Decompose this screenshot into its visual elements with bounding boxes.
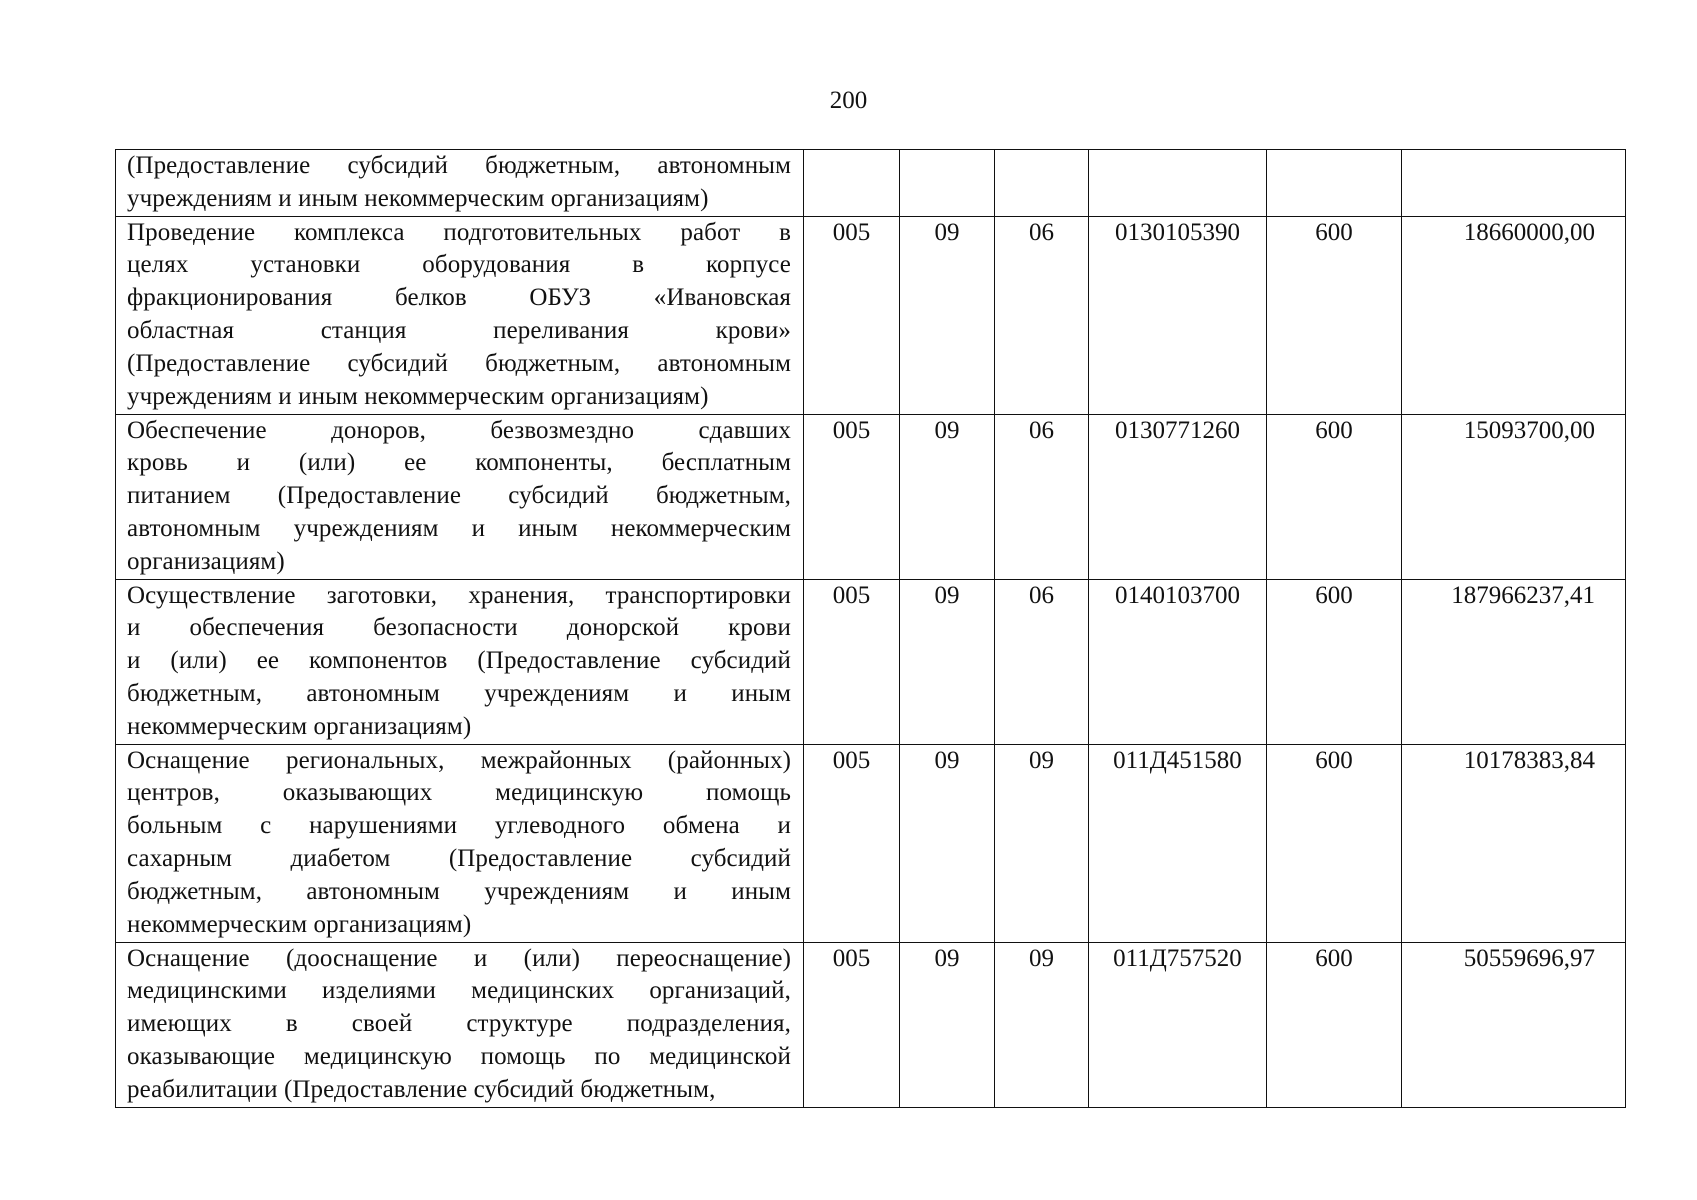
- description-line: имеющих в своей структуре подразделения,: [127, 1010, 791, 1038]
- cell-expense-type: [1267, 150, 1402, 217]
- cell-expense-type: 600: [1267, 579, 1402, 744]
- description-line: реабилитации (Предоставление субсидий бюджетным,: [127, 1075, 716, 1103]
- cell-expense-type: 600: [1267, 942, 1402, 1107]
- description-line: (Предоставление субсидий бюджетным, автономным: [127, 152, 791, 179]
- description-line: питанием (Предоставление субсидий бюджетным,: [127, 482, 791, 510]
- description-line: фракционирования белков ОБУЗ «Ивановская: [127, 284, 791, 312]
- cell-description: [116, 579, 804, 744]
- description-line: и (или) ее компонентов (Предоставление субсидий: [127, 647, 791, 675]
- cell-section: [900, 150, 995, 217]
- cell-ministry: 005: [804, 414, 900, 579]
- cell-subsection: 09: [995, 942, 1089, 1107]
- cell-ministry: 005: [804, 579, 900, 744]
- cell-expense-type: 600: [1267, 744, 1402, 942]
- cell-section: 09: [900, 744, 995, 942]
- description-line: кровь и (или) ее компоненты, бесплатным: [127, 449, 791, 477]
- description-line: больным с нарушениями углеводного обмена и: [127, 812, 791, 840]
- cell-subsection: 06: [995, 579, 1089, 744]
- cell-ministry: [804, 150, 900, 217]
- cell-description: [116, 414, 804, 579]
- budget-table: [115, 149, 1626, 1108]
- table-row: [116, 216, 1626, 414]
- cell-target-code: 0130105390: [1089, 216, 1267, 414]
- description-line: Оснащение (дооснащение и (или) переоснащение): [127, 944, 791, 972]
- description-line: (Предоставление субсидий бюджетным, автономным: [127, 349, 791, 377]
- cell-expense-type: 600: [1267, 414, 1402, 579]
- cell-section: 09: [900, 414, 995, 579]
- cell-ministry: 005: [804, 744, 900, 942]
- description-line: автономным учреждениям и иным некоммерческим: [127, 514, 791, 542]
- cell-description: [116, 744, 804, 942]
- description-line: медицинскими изделиями медицинских организаций,: [127, 977, 791, 1005]
- description-line: учреждениям и иным некоммерческим организациям): [127, 184, 709, 212]
- cell-description: [116, 216, 804, 414]
- cell-amount: 50559696,97: [1402, 942, 1626, 1107]
- cell-target-code: 0140103700: [1089, 579, 1267, 744]
- description-line: Осуществление заготовки, хранения, транспортировки: [127, 581, 791, 609]
- description-line: Оснащение региональных, межрайонных (районных): [127, 746, 791, 774]
- cell-target-code: 0130771260: [1089, 414, 1267, 579]
- description-line: сахарным диабетом (Предоставление субсидий: [127, 844, 791, 872]
- cell-target-code: [1089, 150, 1267, 217]
- cell-description: [116, 942, 804, 1107]
- cell-description: [116, 150, 804, 217]
- description-line: оказывающие медицинскую помощь по медицинской: [127, 1042, 791, 1070]
- description-line: Проведение комплекса подготовительных работ в: [127, 218, 791, 246]
- description-line: некоммерческим организациям): [127, 910, 472, 938]
- table-row: [116, 579, 1626, 744]
- cell-ministry: 005: [804, 942, 900, 1107]
- table-row: [116, 414, 1626, 579]
- cell-amount: 10178383,84: [1402, 744, 1626, 942]
- description-line: учреждениям и иным некоммерческим организациям): [127, 382, 709, 410]
- description-line: целях установки оборудования в корпусе: [127, 251, 791, 279]
- table-row: [116, 942, 1626, 1107]
- cell-amount: 18660000,00: [1402, 216, 1626, 414]
- cell-subsection: 06: [995, 414, 1089, 579]
- cell-expense-type: 600: [1267, 216, 1402, 414]
- description-line: Обеспечение доноров, безвозмездно сдавших: [127, 416, 791, 444]
- page-number: 200: [829, 87, 868, 114]
- cell-subsection: 09: [995, 744, 1089, 942]
- cell-section: 09: [900, 942, 995, 1107]
- cell-subsection: 06: [995, 216, 1089, 414]
- cell-subsection: [995, 150, 1089, 217]
- cell-amount: [1402, 150, 1626, 217]
- description-line: бюджетным, автономным учреждениям и иным: [127, 877, 791, 905]
- description-line: некоммерческим организациям): [127, 712, 472, 740]
- cell-section: 09: [900, 579, 995, 744]
- description-line: организациям): [127, 547, 285, 575]
- table-row: [116, 150, 1626, 217]
- cell-amount: 15093700,00: [1402, 414, 1626, 579]
- cell-section: 09: [900, 216, 995, 414]
- cell-target-code: 011Д451580: [1089, 744, 1267, 942]
- description-line: бюджетным, автономным учреждениям и иным: [127, 679, 791, 707]
- cell-target-code: 011Д757520: [1089, 942, 1267, 1107]
- description-line: центров, оказывающих медицинскую помощь: [127, 779, 791, 807]
- cell-ministry: 005: [804, 216, 900, 414]
- table-row: [116, 744, 1626, 942]
- cell-amount: 187966237,41: [1402, 579, 1626, 744]
- description-line: и обеспечения безопасности донорской крови: [127, 614, 791, 642]
- description-line: областная станция переливания крови»: [127, 316, 791, 344]
